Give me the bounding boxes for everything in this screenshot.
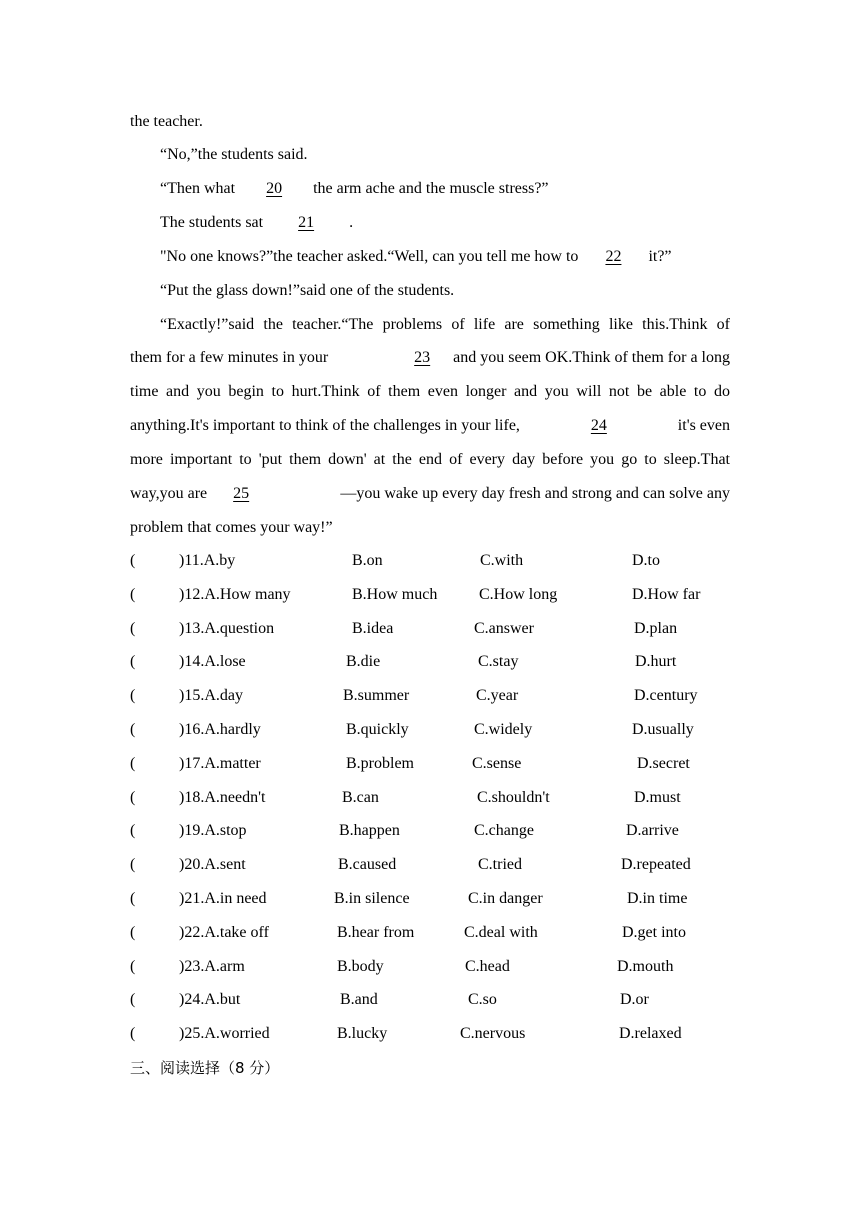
option-d: D.arrive xyxy=(626,822,679,840)
passage-line: “No,”the students said. xyxy=(160,146,308,163)
option-d: D.or xyxy=(620,991,649,1009)
passage-line: problem that comes your way!” xyxy=(130,519,333,536)
option-c: C.How long xyxy=(479,585,558,603)
answer-paren-open: ( xyxy=(130,1025,136,1043)
question-stem-option-a: )14.A.lose xyxy=(179,653,246,671)
passage-text: The students sat xyxy=(160,214,264,231)
option-b: B.hear from xyxy=(337,923,415,941)
passage-line xyxy=(130,482,730,506)
question-row xyxy=(130,549,750,573)
passage-line: “Exactly!”said the teacher.“The problems of life are something like this.Think of xyxy=(160,316,730,333)
option-b: B.can xyxy=(342,788,379,806)
question-row xyxy=(130,617,750,641)
passage-line: the teacher. xyxy=(130,113,203,130)
option-b: B.idea xyxy=(352,619,394,637)
option-d: D.How far xyxy=(632,585,701,603)
option-d: D.mouth xyxy=(617,957,674,975)
option-b: B.and xyxy=(340,991,378,1009)
option-b: B.problem xyxy=(346,754,414,772)
answer-paren-open: ( xyxy=(130,890,136,907)
question-stem-option-a: )11.A.by xyxy=(179,552,236,569)
question-row xyxy=(130,786,750,810)
option-c: C.shouldn't xyxy=(477,788,550,806)
question-stem-option-a: )15.A.day xyxy=(179,687,243,705)
answer-paren-open: ( xyxy=(130,856,136,874)
question-stem-option-a: )17.A.matter xyxy=(179,754,261,772)
passage-text: "No one knows?”the teacher asked.“Well, can you tell me how to xyxy=(160,248,579,265)
passage-text: them for a few minutes in your xyxy=(130,349,329,366)
answer-paren-open: ( xyxy=(130,923,136,941)
passage-line xyxy=(160,245,730,269)
passage-text: the arm ache and the muscle stress?” xyxy=(313,180,549,197)
option-b: B.lucky xyxy=(337,1025,388,1043)
blank-21: 21 xyxy=(298,214,315,231)
option-b: B.die xyxy=(346,653,381,671)
blank-20: 20 xyxy=(266,180,283,197)
passage-text: and you seem OK.Think of them for a long xyxy=(453,349,730,366)
passage-line: more important to 'put them down' at the end of every day before you go to sleep.That xyxy=(130,451,730,468)
answer-paren-open: ( xyxy=(130,822,136,840)
passage-line xyxy=(130,414,730,438)
question-stem-option-a: )16.A.hardly xyxy=(179,721,261,738)
option-c: C.head xyxy=(465,957,510,975)
question-row xyxy=(130,887,750,911)
option-d: D.hurt xyxy=(635,653,677,671)
option-c: C.deal with xyxy=(464,923,538,941)
option-d: D.get into xyxy=(622,923,686,941)
answer-paren-open: ( xyxy=(130,721,136,738)
option-c: C.year xyxy=(476,687,519,705)
option-b: B.quickly xyxy=(346,721,409,738)
passage-text: anything.It's important to think of the challenges in your life, xyxy=(130,417,520,434)
answer-paren-open: ( xyxy=(130,687,136,705)
answer-paren-open: ( xyxy=(130,788,136,806)
blank-24: 24 xyxy=(590,417,607,434)
answer-paren-open: ( xyxy=(130,754,136,772)
question-row xyxy=(130,684,750,708)
passage-line xyxy=(160,211,730,235)
answer-paren-open: ( xyxy=(130,552,136,569)
option-d: D.secret xyxy=(637,754,690,772)
passage-text: —you wake up every day fresh and strong and can solve any xyxy=(340,485,730,502)
option-d: D.usually xyxy=(632,721,694,738)
answer-paren-open: ( xyxy=(130,991,136,1009)
passage-line xyxy=(130,346,730,370)
question-stem-option-a: )22.A.take off xyxy=(179,923,269,941)
question-stem-option-a: )23.A.arm xyxy=(179,957,245,975)
question-stem-option-a: )21.A.in need xyxy=(179,890,267,907)
question-stem-option-a: )25.A.worried xyxy=(179,1025,270,1043)
question-stem-option-a: )24.A.but xyxy=(179,991,241,1009)
option-d: D.century xyxy=(634,687,698,705)
question-row xyxy=(130,955,750,979)
option-d: D.to xyxy=(632,552,660,569)
blank-23: 23 xyxy=(414,349,431,366)
answer-paren-open: ( xyxy=(130,653,136,671)
passage-text xyxy=(130,482,275,506)
option-d: D.relaxed xyxy=(619,1025,682,1043)
answer-paren-open: ( xyxy=(130,585,136,603)
option-c: C.answer xyxy=(474,619,534,637)
option-c: C.with xyxy=(480,552,524,569)
option-b: B.How much xyxy=(352,585,438,603)
option-b: B.body xyxy=(337,957,384,975)
passage-text xyxy=(391,346,730,370)
option-c: C.tried xyxy=(478,856,522,874)
option-b: B.in silence xyxy=(334,890,410,907)
question-row xyxy=(130,752,750,776)
option-c: C.nervous xyxy=(460,1025,526,1043)
option-d: D.plan xyxy=(634,619,678,637)
passage-line: “Put the glass down!”said one of the students. xyxy=(160,282,455,299)
question-stem-option-a: )20.A.sent xyxy=(179,856,246,874)
passage-text: “Then what xyxy=(160,180,236,197)
option-c: C.change xyxy=(474,822,534,840)
question-row xyxy=(130,1022,750,1046)
option-d: D.must xyxy=(634,788,681,806)
passage-line xyxy=(160,177,730,201)
question-stem-option-a: )18.A.needn't xyxy=(179,788,266,806)
option-b: B.caused xyxy=(338,856,397,874)
question-row xyxy=(130,988,750,1012)
question-row xyxy=(130,583,750,607)
option-d: D.repeated xyxy=(621,856,691,874)
answer-paren-open: ( xyxy=(130,619,136,637)
passage-line: time and you begin to hurt.Think of them even longer and you will not be able to do xyxy=(130,383,730,400)
blank-22: 22 xyxy=(605,248,622,265)
option-c: C.sense xyxy=(472,754,522,772)
option-c: C.stay xyxy=(478,653,519,671)
option-c: C.so xyxy=(468,991,497,1009)
question-row xyxy=(130,921,750,945)
option-d: D.in time xyxy=(627,890,688,907)
passage-text: way,you are xyxy=(130,485,208,502)
question-row xyxy=(130,718,750,742)
question-row xyxy=(130,853,750,877)
blank-25: 25 xyxy=(233,485,250,502)
passage-text: . xyxy=(349,214,354,231)
answer-paren-open: ( xyxy=(130,957,136,975)
option-c: C.widely xyxy=(474,721,533,738)
question-row xyxy=(130,650,750,674)
option-b: B.happen xyxy=(339,822,400,840)
question-stem-option-a: )19.A.stop xyxy=(179,822,247,840)
passage-text: it?” xyxy=(648,248,672,265)
question-stem-option-a: )13.A.question xyxy=(179,619,275,637)
section-heading: 三、阅读选择（8 分） xyxy=(130,1059,280,1077)
option-b: B.on xyxy=(352,552,383,569)
question-stem-option-a: )12.A.How many xyxy=(179,585,291,603)
passage-text: it's even xyxy=(677,417,730,434)
option-c: C.in danger xyxy=(468,890,543,907)
option-b: B.summer xyxy=(343,687,410,705)
question-row xyxy=(130,819,750,843)
